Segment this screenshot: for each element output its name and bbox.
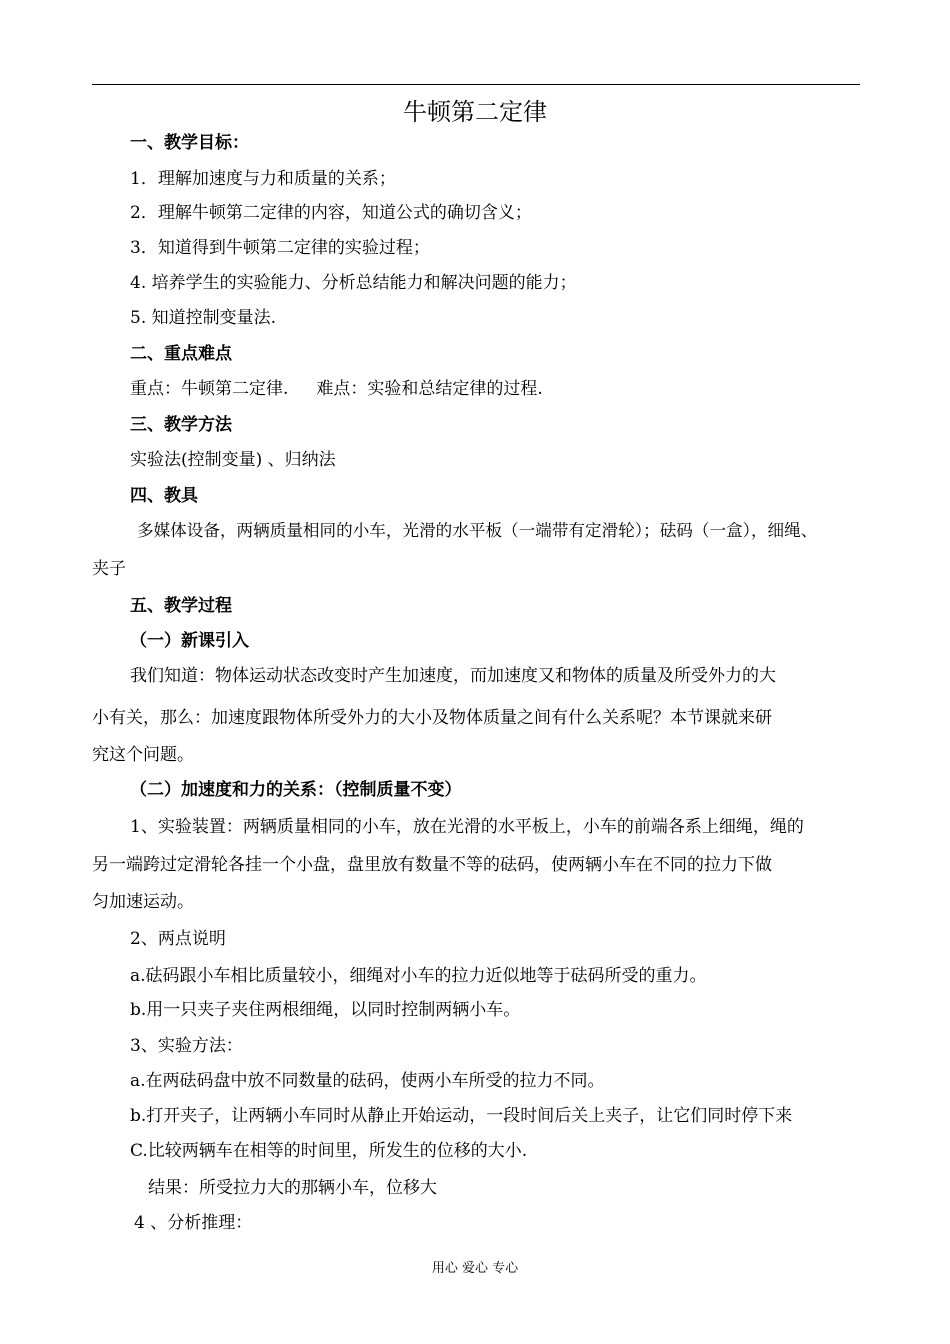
result-text: 结果：所受拉力大的那辆小车，位移大 (148, 1178, 437, 1198)
apparatus-line-2: 另一端跨过定滑轮各挂一个小盘，盘里放有数量不等的砝码，使两辆小车在不同的拉力下做 (92, 855, 772, 875)
method-step-c: C.比较两辆车在相等的时间里，所发生的位移的大小. (130, 1141, 528, 1161)
tools-line-1: 多媒体设备，两辆质量相同的小车，光滑的水平板（一端带有定滑轮）；砝码（一盒），细绳、 (137, 521, 818, 540)
key-points-line (130, 377, 543, 401)
method-step-b: b.打开夹子，让两辆小车同时从静止开始运动，一段时间后关上夹子，让它们同时停下来 (130, 1106, 793, 1126)
key-points-heading: 二、重点难点 (130, 344, 232, 364)
method-step-a: a.在两砝码盘中放不同数量的砝码，使两小车所受的拉力不同。 (130, 1071, 605, 1091)
methods-text: 实验法(控制变量) 、归纳法 (130, 450, 336, 470)
goal-item-2: 2．理解牛顿第二定律的内容，知道公式的确切含义； (130, 203, 532, 223)
page-footer: 用心 爱心 专心 (431, 1261, 519, 1276)
note-a: a.砝码跟小车相比质量较小，细绳对小车的拉力近似地等于砝码所受的重力。 (130, 966, 707, 986)
goal-item-4: 4. 培养学生的实验能力、分析总结能力和解决问题的能力； (130, 273, 577, 293)
focus-text: 重点：牛顿第二定律. (130, 379, 289, 399)
intro-line-3: 究这个问题。 (92, 745, 194, 765)
intro-line-1: 我们知道：物体运动状态改变时产生加速度，而加速度又和物体的质量及所受外力的大 (130, 666, 776, 686)
apparatus-line-1: 1、实验装置：两辆质量相同的小车，放在光滑的水平板上，小车的前端各系上细绳，绳的 (130, 817, 804, 837)
header-rule (92, 84, 860, 85)
analysis-heading: 4 、分析推理： (134, 1213, 253, 1233)
intro-heading: （一）新课引入 (130, 631, 249, 651)
tools-heading: 四、教具 (130, 486, 198, 506)
note-b: b.用一只夹子夹住两根细绳，以同时控制两辆小车。 (130, 1000, 521, 1020)
document-title: 牛顿第二定律 (403, 98, 547, 126)
goal-item-3: 3．知道得到牛顿第二定律的实验过程； (130, 238, 430, 258)
tools-line-2: 夹子 (92, 559, 126, 579)
force-heading: （二）加速度和力的关系：（控制质量不变） (130, 780, 462, 800)
apparatus-line-3: 匀加速运动。 (92, 892, 194, 912)
goals-heading: 一、教学目标： (130, 133, 249, 153)
intro-line-2: 小有关，那么：加速度跟物体所受外力的大小及物体质量之间有什么关系呢？本节课就来研 (92, 708, 772, 728)
goal-item-5: 5. 知道控制变量法. (130, 308, 277, 328)
goal-item-1: 1．理解加速度与力和质量的关系； (130, 169, 396, 189)
method-heading: 3、实验方法： (130, 1036, 243, 1056)
notes-heading: 2、两点说明 (130, 929, 226, 949)
methods-heading: 三、教学方法 (130, 415, 232, 435)
process-heading: 五、教学过程 (130, 596, 232, 616)
difficulty-text: 难点：实验和总结定律的过程. (316, 379, 543, 399)
